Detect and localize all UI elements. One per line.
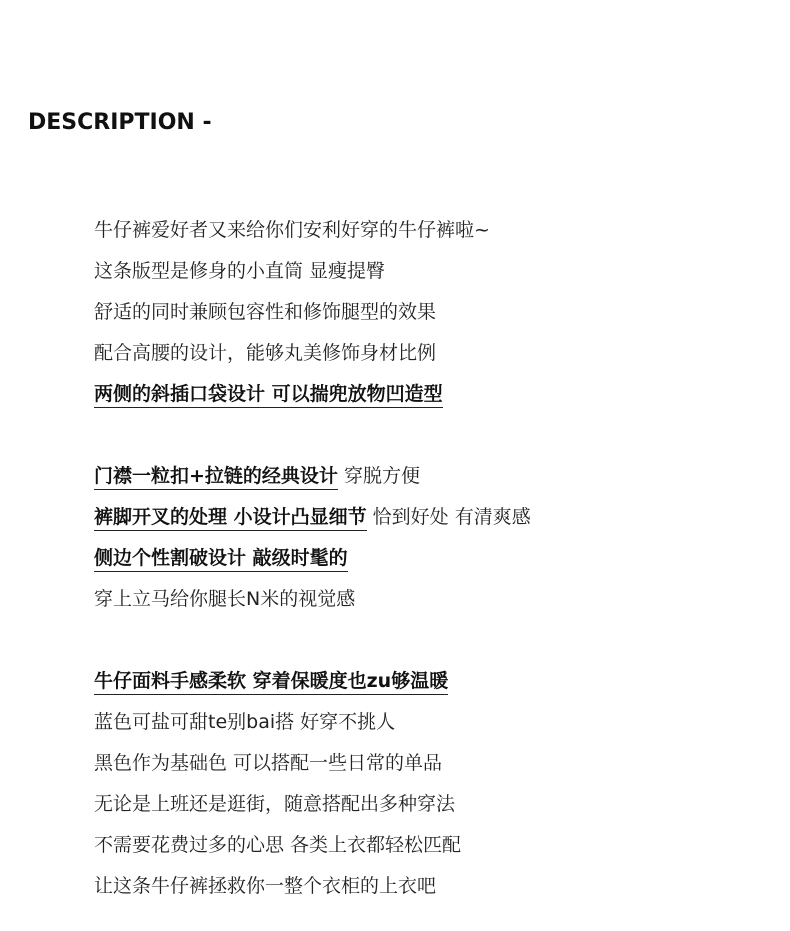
line-text: 让这条牛仔裤拯救你一整个衣柜的上衣吧	[94, 875, 437, 897]
paragraph-gap	[94, 418, 774, 459]
line-highlight: 门襟一粒扣+拉链的经典设计	[94, 465, 338, 490]
description-line-11	[94, 705, 774, 746]
description-line-14	[94, 828, 774, 869]
line-text: 这条版型是修身的小直筒 显瘦提臀	[94, 260, 386, 282]
description-line-4	[94, 336, 774, 377]
description-line-6	[94, 459, 774, 500]
line-text: 恰到好处 有清爽感	[366, 506, 531, 528]
line-text: 舒适的同时兼顾包容性和修饰腿型的效果	[94, 301, 437, 323]
description-body	[94, 213, 774, 910]
line-highlight: 牛仔面料手感柔软 穿着保暖度也zu够温暖	[94, 670, 448, 695]
line-text: 穿上立马给你腿长N米的视觉感	[94, 588, 356, 610]
line-text: 黑色作为基础色 可以搭配一些日常的单品	[94, 752, 443, 774]
description-line-8	[94, 541, 774, 582]
line-text: 不需要花费过多的心思 各类上衣都轻松匹配	[94, 834, 462, 856]
description-line-3	[94, 295, 774, 336]
description-line-12	[94, 746, 774, 787]
section-heading: DESCRIPTION -	[28, 110, 212, 135]
line-highlight: 裤脚开叉的处理 小设计凸显细节	[94, 506, 367, 531]
description-line-2	[94, 254, 774, 295]
description-line-7	[94, 500, 774, 541]
description-line-1	[94, 213, 774, 254]
description-line-15	[94, 869, 774, 910]
description-line-10	[94, 664, 774, 705]
line-highlight: 两侧的斜插口袋设计 可以揣兜放物凹造型	[94, 383, 443, 408]
line-text: 无论是上班还是逛街，随意搭配出多种穿法	[94, 793, 456, 815]
description-line-13	[94, 787, 774, 828]
description-line-5	[94, 377, 774, 418]
paragraph-gap	[94, 623, 774, 664]
line-text: 蓝色可盐可甜te别bai搭 好穿不挑人	[94, 711, 396, 733]
line-text: 配合高腰的设计，能够丸美修饰身材比例	[94, 342, 437, 364]
line-highlight: 侧边个性割破设计 敲级时髦的	[94, 547, 348, 572]
line-text: 牛仔裤爱好者又来给你们安利好穿的牛仔裤啦~	[94, 219, 490, 241]
line-text: 穿脱方便	[337, 465, 420, 487]
description-line-9	[94, 582, 774, 623]
